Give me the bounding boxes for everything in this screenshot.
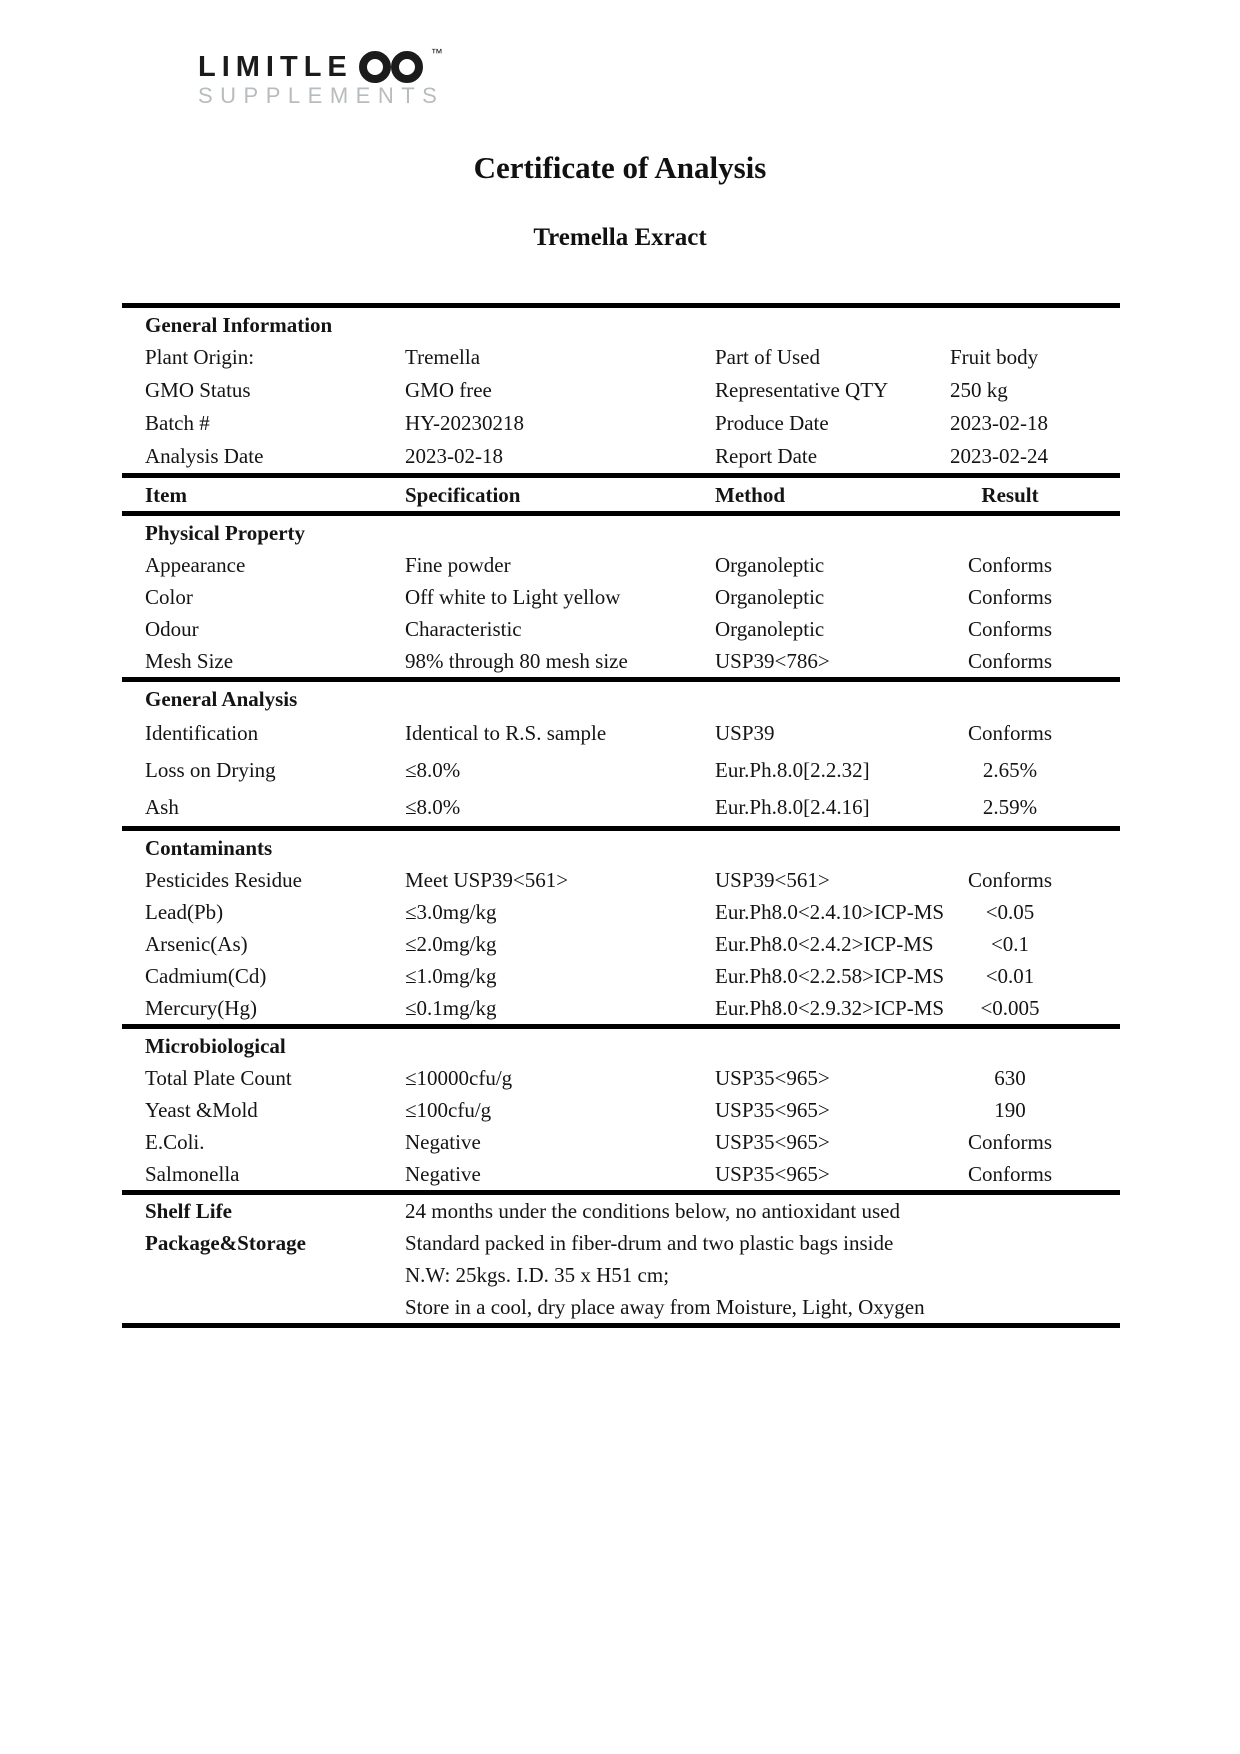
result-cell: Conforms: [968, 617, 1052, 641]
info-label: Plant Origin:: [145, 345, 255, 369]
info-value: Fruit body: [950, 345, 1039, 369]
info-label: Batch #: [145, 411, 210, 435]
result-cell: Conforms: [968, 868, 1052, 892]
info-label: Part of Used: [715, 345, 820, 369]
info-label: Analysis Date: [145, 444, 264, 468]
item-cell: Pesticides Residue: [145, 868, 302, 892]
table-row: [122, 864, 1120, 896]
spec-cell: Negative: [405, 1162, 481, 1186]
item-cell: Salmonella: [145, 1162, 240, 1186]
table-row: [122, 789, 1120, 826]
spec-cell: Off white to Light yellow: [405, 585, 621, 609]
item-cell: Lead(Pb): [145, 900, 224, 924]
result-cell: 630: [994, 1066, 1026, 1090]
spec-cell: Fine powder: [405, 553, 511, 577]
info-row: [122, 440, 1120, 473]
result-cell: Conforms: [968, 553, 1052, 577]
table-row: [122, 960, 1120, 992]
item-cell: Identification: [145, 721, 259, 745]
info-label: Report Date: [715, 444, 818, 468]
method-cell: Eur.Ph8.0<2.4.10>ICP-MS: [715, 900, 945, 924]
spec-cell: 98% through 80 mesh size: [405, 649, 628, 673]
spec-cell: ≤8.0%: [405, 758, 461, 782]
spec-cell: Identical to R.S. sample: [405, 721, 607, 745]
item-cell: Loss on Drying: [145, 758, 276, 782]
method-cell: USP35<965>: [715, 1066, 830, 1090]
result-cell: <0.05: [985, 900, 1035, 924]
method-cell: Organoleptic: [715, 617, 825, 641]
section-heading-general-information: General Information: [145, 313, 333, 337]
method-cell: Organoleptic: [715, 553, 825, 577]
method-cell: Organoleptic: [715, 585, 825, 609]
column-header-specification: Specification: [405, 483, 521, 507]
item-cell: Arsenic(As): [145, 932, 248, 956]
trademark-symbol: ™: [430, 46, 443, 60]
column-header-item: Item: [145, 483, 187, 507]
info-label: Produce Date: [715, 411, 829, 435]
table-row: [122, 1126, 1120, 1158]
spec-cell: ≤3.0mg/kg: [405, 900, 497, 924]
table-row: [122, 752, 1120, 789]
result-cell: 2.59%: [982, 795, 1038, 819]
item-cell: Color: [145, 585, 193, 609]
method-cell: USP35<965>: [715, 1130, 830, 1154]
method-cell: USP39<561>: [715, 868, 830, 892]
method-cell: Eur.Ph8.0<2.9.32>ICP-MS: [715, 996, 945, 1020]
spec-cell: ≤2.0mg/kg: [405, 932, 497, 956]
footer-label: Shelf Life: [145, 1199, 232, 1223]
table-row: [122, 992, 1120, 1024]
spec-cell: ≤10000cfu/g: [405, 1066, 513, 1090]
result-cell: <0.01: [985, 964, 1035, 988]
method-cell: Eur.Ph8.0<2.2.58>ICP-MS: [715, 964, 945, 988]
table-row: [122, 1062, 1120, 1094]
result-cell: 190: [994, 1098, 1026, 1122]
spec-cell: Meet USP39<561>: [405, 868, 569, 892]
method-cell: Eur.Ph.8.0[2.2.32]: [715, 758, 870, 782]
footer-row: [122, 1227, 1120, 1259]
section-heading-microbiological: Microbiological: [145, 1034, 286, 1058]
info-value: Tremella: [405, 345, 481, 369]
brand-subtitle-text: SUPPLEMENTS: [198, 83, 445, 108]
footer-label: [145, 1259, 405, 1291]
section-heading-general-analysis: General Analysis: [145, 687, 298, 711]
item-cell: Odour: [145, 617, 199, 641]
brand-name-text: LIMITLE: [198, 50, 353, 83]
result-cell: Conforms: [968, 721, 1052, 745]
result-cell: Conforms: [968, 1130, 1052, 1154]
info-value: 2023-02-24: [950, 444, 1048, 468]
item-cell: Appearance: [145, 553, 246, 577]
item-cell: Total Plate Count: [145, 1066, 292, 1090]
section-heading-contaminants: Contaminants: [145, 836, 273, 860]
info-value: 250 kg: [950, 378, 1008, 402]
table-row: [122, 549, 1120, 581]
table-row: [122, 1158, 1120, 1190]
footer-row: [122, 1259, 1120, 1291]
method-cell: USP35<965>: [715, 1162, 830, 1186]
item-cell: Ash: [145, 795, 179, 819]
spec-cell: ≤8.0%: [405, 795, 461, 819]
info-label: GMO Status: [145, 378, 251, 402]
info-value: 2023-02-18: [405, 444, 503, 468]
column-header-method: Method: [715, 483, 785, 507]
spec-cell: Negative: [405, 1130, 481, 1154]
table-row: [122, 1094, 1120, 1126]
result-cell: 2.65%: [982, 758, 1038, 782]
result-cell: Conforms: [968, 649, 1052, 673]
item-cell: Mesh Size: [145, 649, 234, 673]
product-name: Tremella Exract: [533, 224, 707, 251]
spec-cell: ≤100cfu/g: [405, 1098, 492, 1122]
table-row: [122, 645, 1120, 677]
footer-row: [122, 1291, 1120, 1323]
result-cell: <0.1: [990, 932, 1030, 956]
table-row: [122, 896, 1120, 928]
footer-row: [122, 1195, 1120, 1227]
footer-text: 24 months under the conditions below, no antioxidant used: [405, 1199, 900, 1223]
brand-logo: [198, 46, 445, 108]
footer-text: Store in a cool, dry place away from Moisture, Light, Oxygen: [405, 1295, 925, 1319]
method-cell: Eur.Ph8.0<2.4.2>ICP-MS: [715, 932, 934, 956]
footer-label: [145, 1291, 405, 1323]
footer-label: Package&Storage: [145, 1231, 306, 1255]
info-row: [122, 407, 1120, 440]
info-label: Representative QTY: [715, 378, 889, 402]
column-header-result: Result: [981, 483, 1039, 507]
document-title: Certificate of Analysis: [473, 150, 767, 185]
footer-text: Standard packed in fiber-drum and two plastic bags inside: [405, 1231, 894, 1255]
table-row: [122, 613, 1120, 645]
method-cell: USP39: [715, 721, 775, 745]
spec-cell: Characteristic: [405, 617, 522, 641]
info-value: 2023-02-18: [950, 411, 1048, 435]
table-row: [122, 928, 1120, 960]
infinity-icon: [355, 50, 429, 84]
item-cell: Cadmium(Cd): [145, 964, 267, 988]
info-value: HY-20230218: [405, 411, 524, 435]
table-row: [122, 715, 1120, 752]
result-cell: Conforms: [968, 1162, 1052, 1186]
certificate-table: [122, 303, 1120, 1328]
section-heading-physical-property: Physical Property: [145, 521, 306, 545]
info-value: GMO free: [405, 378, 492, 402]
info-row: [122, 341, 1120, 374]
result-cell: Conforms: [968, 585, 1052, 609]
method-cell: USP35<965>: [715, 1098, 830, 1122]
spec-cell: ≤0.1mg/kg: [405, 996, 497, 1020]
footer-text: N.W: 25kgs. I.D. 35 x H51 cm;: [405, 1263, 670, 1287]
item-cell: Yeast &Mold: [145, 1098, 258, 1122]
divider-rule-bottom: [122, 1323, 1120, 1328]
method-cell: USP39<786>: [715, 649, 830, 673]
info-row: [122, 374, 1120, 407]
result-cell: <0.005: [980, 996, 1040, 1020]
item-cell: Mercury(Hg): [145, 996, 257, 1020]
table-row: [122, 581, 1120, 613]
spec-cell: ≤1.0mg/kg: [405, 964, 497, 988]
table-header-row: [122, 478, 1120, 511]
method-cell: Eur.Ph.8.0[2.4.16]: [715, 795, 870, 819]
item-cell: E.Coli.: [145, 1130, 205, 1154]
brand-wordmark: [198, 46, 444, 84]
